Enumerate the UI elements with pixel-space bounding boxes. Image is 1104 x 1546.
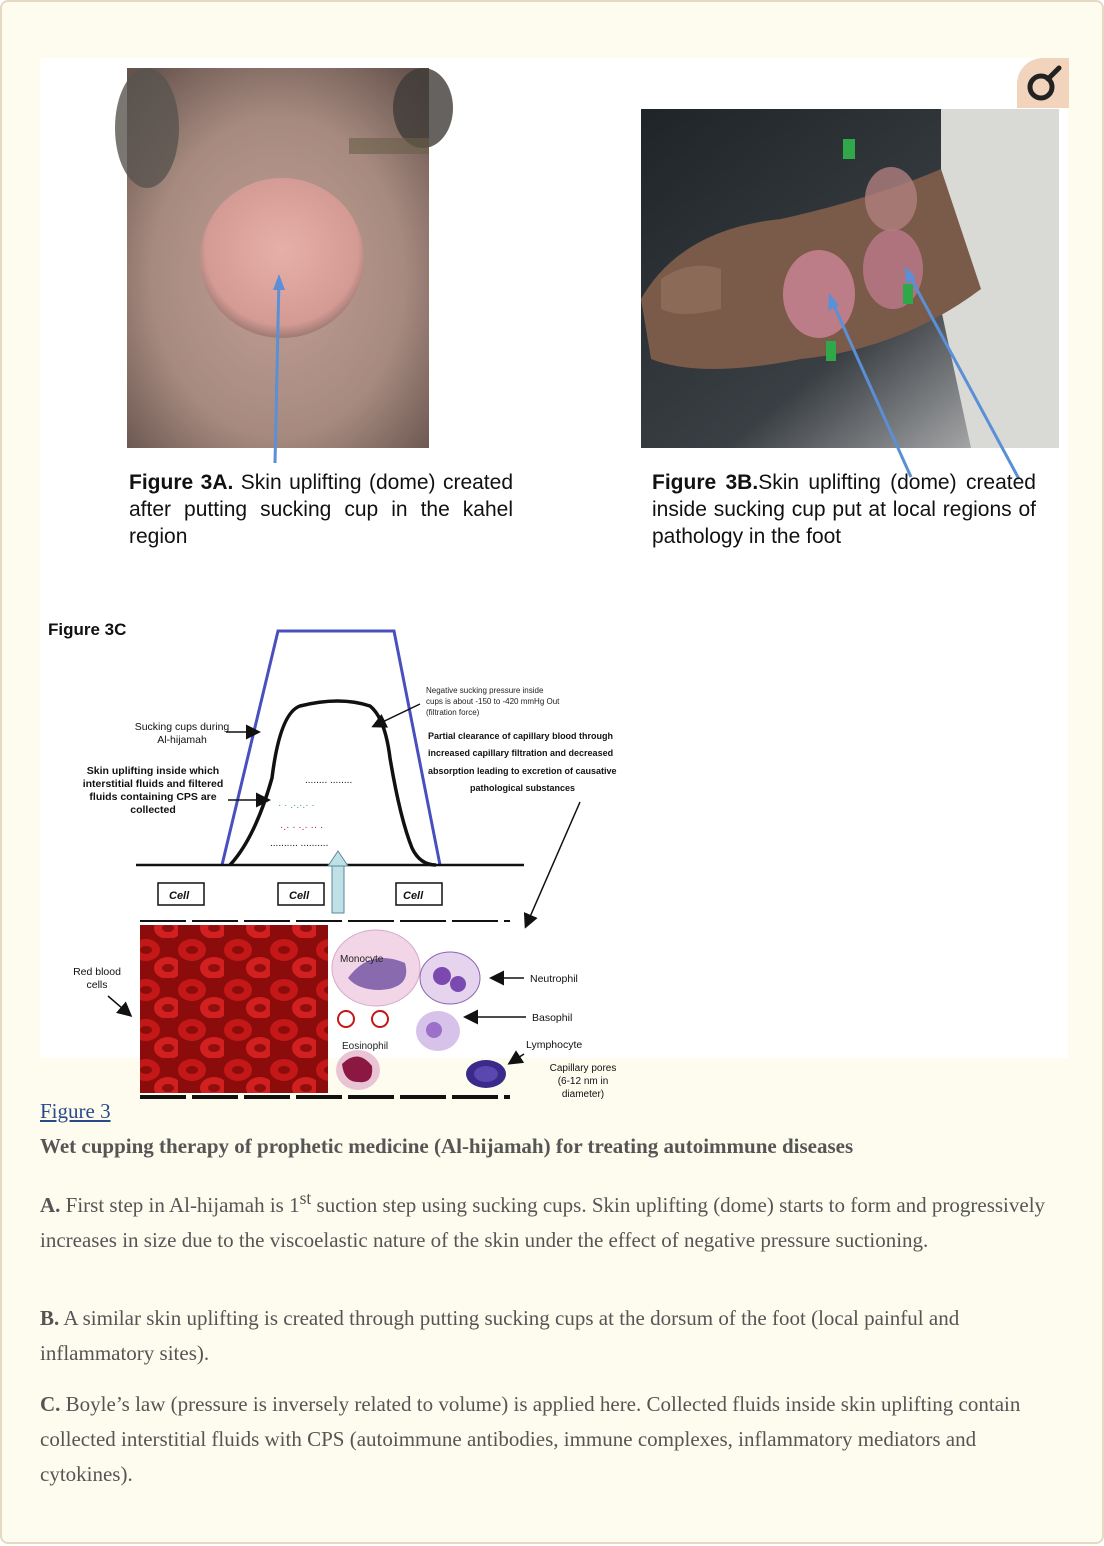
pores-label-3: diameter) <box>561 1089 605 1100</box>
neutrophil-label: Neutrophil <box>530 973 578 985</box>
para-a-post: suction step using sucking cups. Skin uplifting (dome) starts to form and progressively increases in size due to the viscoelastic nature of the skin under the effect of negative pressure suctioning. <box>40 1193 1046 1252</box>
para-a-sup: st <box>299 1188 312 1208</box>
para-c-label: C. <box>40 1392 61 1416</box>
pores-label-1: Capillary pores <box>549 1063 617 1074</box>
figure-image[interactable] <box>40 58 1068 1100</box>
uplift-label-1: Skin uplifting inside which <box>86 765 220 777</box>
caption-3b <box>652 469 1036 550</box>
basophil-label: Basophil <box>532 1012 573 1024</box>
cell-label-1: Cell <box>169 890 190 902</box>
svg-text:· · .·.·.· ·: · · .·.·.· · <box>278 800 315 811</box>
paragraph-b <box>40 1301 1060 1371</box>
neg-pressure-3: (filtration force) <box>426 708 480 717</box>
neg-pressure-1: Negative sucking pressure inside <box>426 686 544 695</box>
pores-label-2: (6-12 nm in <box>557 1076 609 1087</box>
para-c-text: Boyle’s law (pressure is inversely related to volume) is applied here. Collected fluids inside skin uplifting contain collected interstitial fluids with CPS (autoimmune antibodies, immune complexes, inflammatory mediators and cytokines). <box>40 1392 1021 1486</box>
clearance-4: pathological substances <box>470 783 576 793</box>
para-b-text: A similar skin uplifting is created through putting sucking cups at the dorsum of the foot (local painful and inflammatory sites). <box>40 1306 960 1365</box>
monocyte-label: Monocyte <box>340 954 384 965</box>
svg-text:·.· · ·.· ·· ·: ·.· · ·.· ·· · <box>280 822 324 833</box>
figure-link[interactable]: Figure 3 <box>40 1099 111 1123</box>
clearance-1: Partial clearance of capillary blood through <box>428 731 614 741</box>
eosinophil-label: Eosinophil <box>342 1041 389 1052</box>
uplift-label-3: fluids containing CPS are <box>89 791 217 803</box>
caption-3a <box>129 469 513 550</box>
photo-3b <box>641 109 1059 448</box>
uplift-label-2: interstitial fluids and filtered <box>82 778 224 790</box>
caption-3a-text: Skin uplifting (dome) created after putting sucking cup in the kahel region <box>129 471 513 548</box>
clearance-3: absorption leading to excretion of causative <box>428 766 617 776</box>
figure-3c-label: Figure 3C <box>48 620 127 639</box>
diagram-3c <box>40 618 640 1100</box>
sucking-cups-label: Sucking cups during <box>134 721 230 733</box>
rbc-label-1: Red blood <box>73 966 121 978</box>
clearance-2: increased capillary filtration and decreased <box>428 748 614 758</box>
caption-3a-label: Figure 3A. <box>129 471 234 494</box>
paragraph-c <box>40 1387 1060 1492</box>
para-b-label: B. <box>40 1306 60 1330</box>
caption-3b-label: Figure 3B. <box>652 471 759 494</box>
paragraph-a <box>40 1181 1060 1258</box>
publisher-logo <box>1017 58 1069 108</box>
rbc-label-2: cells <box>86 979 108 991</box>
para-a-pre: First step in Al-hijamah is 1 <box>60 1193 300 1217</box>
photo-3a <box>127 68 429 448</box>
para-a-label: A. <box>40 1193 61 1217</box>
particles <box>270 775 352 849</box>
sucking-cups-label-2: Al-hijamah <box>157 734 207 746</box>
svg-text:.......... ..........: .......... .......... <box>270 838 329 849</box>
uplift-label-4: collected <box>130 804 176 816</box>
svg-text:........ ........: ........ ........ <box>305 775 353 786</box>
logo-icon <box>1017 58 1069 108</box>
caption-3b-text: Skin uplifting (dome) created inside sucking cup put at local regions of pathology in the foot <box>652 471 1036 548</box>
lymphocyte-label: Lymphocyte <box>526 1039 583 1051</box>
cell-label-3: Cell <box>403 890 424 902</box>
figure-title: Wet cupping therapy of prophetic medicine (Al-hijamah) for treating autoimmune diseases <box>40 1134 854 1158</box>
cell-label-2: Cell <box>289 890 310 902</box>
neg-pressure-2: cups is about -150 to -420 mmHg Out <box>426 697 560 706</box>
